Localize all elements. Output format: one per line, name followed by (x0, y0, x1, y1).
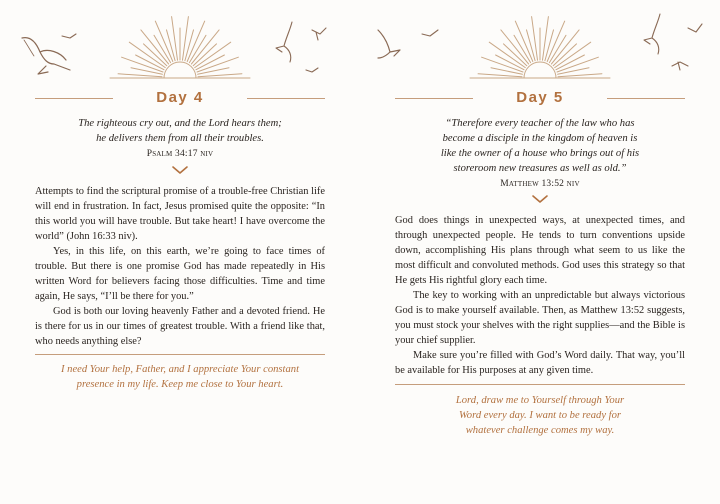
divider (395, 384, 685, 385)
paragraph: Attempts to find the scriptural promise of a trouble-free Christian life will end in frustration. In fact, Jesus promised quite the opposite: “In this world you will have trouble. But take heart! I have overcome the world” (John 16:33 niv). (35, 186, 325, 242)
chevron-down-icon (170, 165, 190, 175)
sun-ray (131, 68, 162, 75)
devotional-body (35, 184, 325, 349)
divider (35, 354, 325, 355)
verse-line: storeroom new treasures as well as old.” (453, 163, 627, 174)
seagull-icon (672, 62, 688, 70)
paragraph: Make sure you’re filled with God’s Word daily. That way, you’ll be available for His purposes at any given time. (395, 350, 685, 376)
verse (395, 116, 685, 176)
sun-ray (118, 74, 162, 77)
sun-ray (172, 17, 178, 61)
sun-ray (195, 42, 231, 67)
sun-ray (183, 17, 189, 61)
verse-reference: Matthew 13:52 niv (500, 179, 580, 189)
seagull-icon (644, 14, 660, 54)
header-illustration (0, 0, 360, 90)
sun-ray (489, 42, 525, 67)
paragraph: God does things in unexpected ways, at unexpected times, and through unexpected people. He tends to turn conventions upside down, accomplishing His plans through what seem to us like the most difficult and convoluted methods. God uses this strategy so that He gets His rightful glory each time. (395, 215, 685, 286)
header-illustration (360, 0, 720, 90)
sun-ray (198, 68, 229, 75)
seagull-icon (62, 34, 76, 38)
sun-ray (478, 74, 522, 77)
sun-ray (532, 17, 538, 61)
prayer-line: whatever challenge comes my way. (465, 425, 615, 436)
verse-reference: Psalm 34:17 niv (146, 149, 214, 159)
day-title: Day 5 (516, 89, 564, 106)
right-page (360, 0, 720, 504)
sun-ray (501, 30, 529, 64)
verse-line: like the owner of a house who brings out of his (440, 148, 640, 159)
verse-line: The righteous cry out, and the Lord hears them; (78, 118, 282, 129)
seagull-icon (312, 28, 326, 40)
sun-ray (558, 74, 602, 77)
sun-ray (555, 42, 591, 67)
sun-ray (198, 74, 242, 77)
paragraph: Yes, in this life, on this earth, we’re going to face times of trouble. But there is one promise God has made repeatedly in His written Word for believers facing those difficulties. Time and time again, He says, “I’ll be there for you.” (35, 246, 325, 302)
day-heading (35, 88, 325, 108)
paragraph: God is both our loving heavenly Father and a devoted friend. He is there for us in our times of greatest trouble. With a friend like that, who needs anything else? (35, 306, 325, 347)
sun-ray (558, 68, 589, 75)
prayer (395, 393, 685, 438)
seagull-icon (276, 22, 292, 62)
day-heading (395, 88, 685, 108)
verse-line: become a disciple in the kingdom of heaven is (442, 133, 638, 144)
prayer-line: Lord, draw me to Yourself through Your (455, 395, 625, 406)
seagull-icon (378, 30, 400, 58)
sun-ray (491, 68, 522, 75)
chevron-down-icon (530, 194, 550, 204)
prayer-line: presence in my life. Keep me close to Your heart. (76, 379, 284, 390)
sun-ray (191, 30, 219, 64)
paragraph: The key to working with an unpredictable but always victorious God is to make yourself available. Then, as Matthew 13:52 suggests, you must stock your shelves with the right supplies—and the Bible is your chief supplier. (395, 290, 685, 346)
sun-ray (543, 17, 549, 61)
rule-right (247, 98, 325, 99)
sun-ray (551, 30, 579, 64)
sun-ray (129, 42, 165, 67)
seagull-icon (306, 68, 318, 72)
day-title: Day 4 (156, 89, 204, 106)
prayer-line: Word every day. I want to be ready for (458, 410, 622, 421)
devotional-body (395, 213, 685, 378)
sunburst-icon (110, 17, 250, 78)
verse (35, 116, 325, 146)
prayer (35, 362, 325, 392)
seagull-icon (688, 24, 702, 32)
prayer-line: I need Your help, Father, and I appreciate Your constant (60, 364, 300, 375)
sun-ray (141, 30, 169, 64)
seagull-icon (422, 30, 438, 36)
rule-right (607, 98, 685, 99)
verse-line: he delivers them from all their troubles. (96, 133, 264, 144)
seagull-icon (22, 38, 70, 74)
sunburst-icon (470, 17, 610, 78)
verse-line: “Therefore every teacher of the law who has (445, 118, 635, 129)
